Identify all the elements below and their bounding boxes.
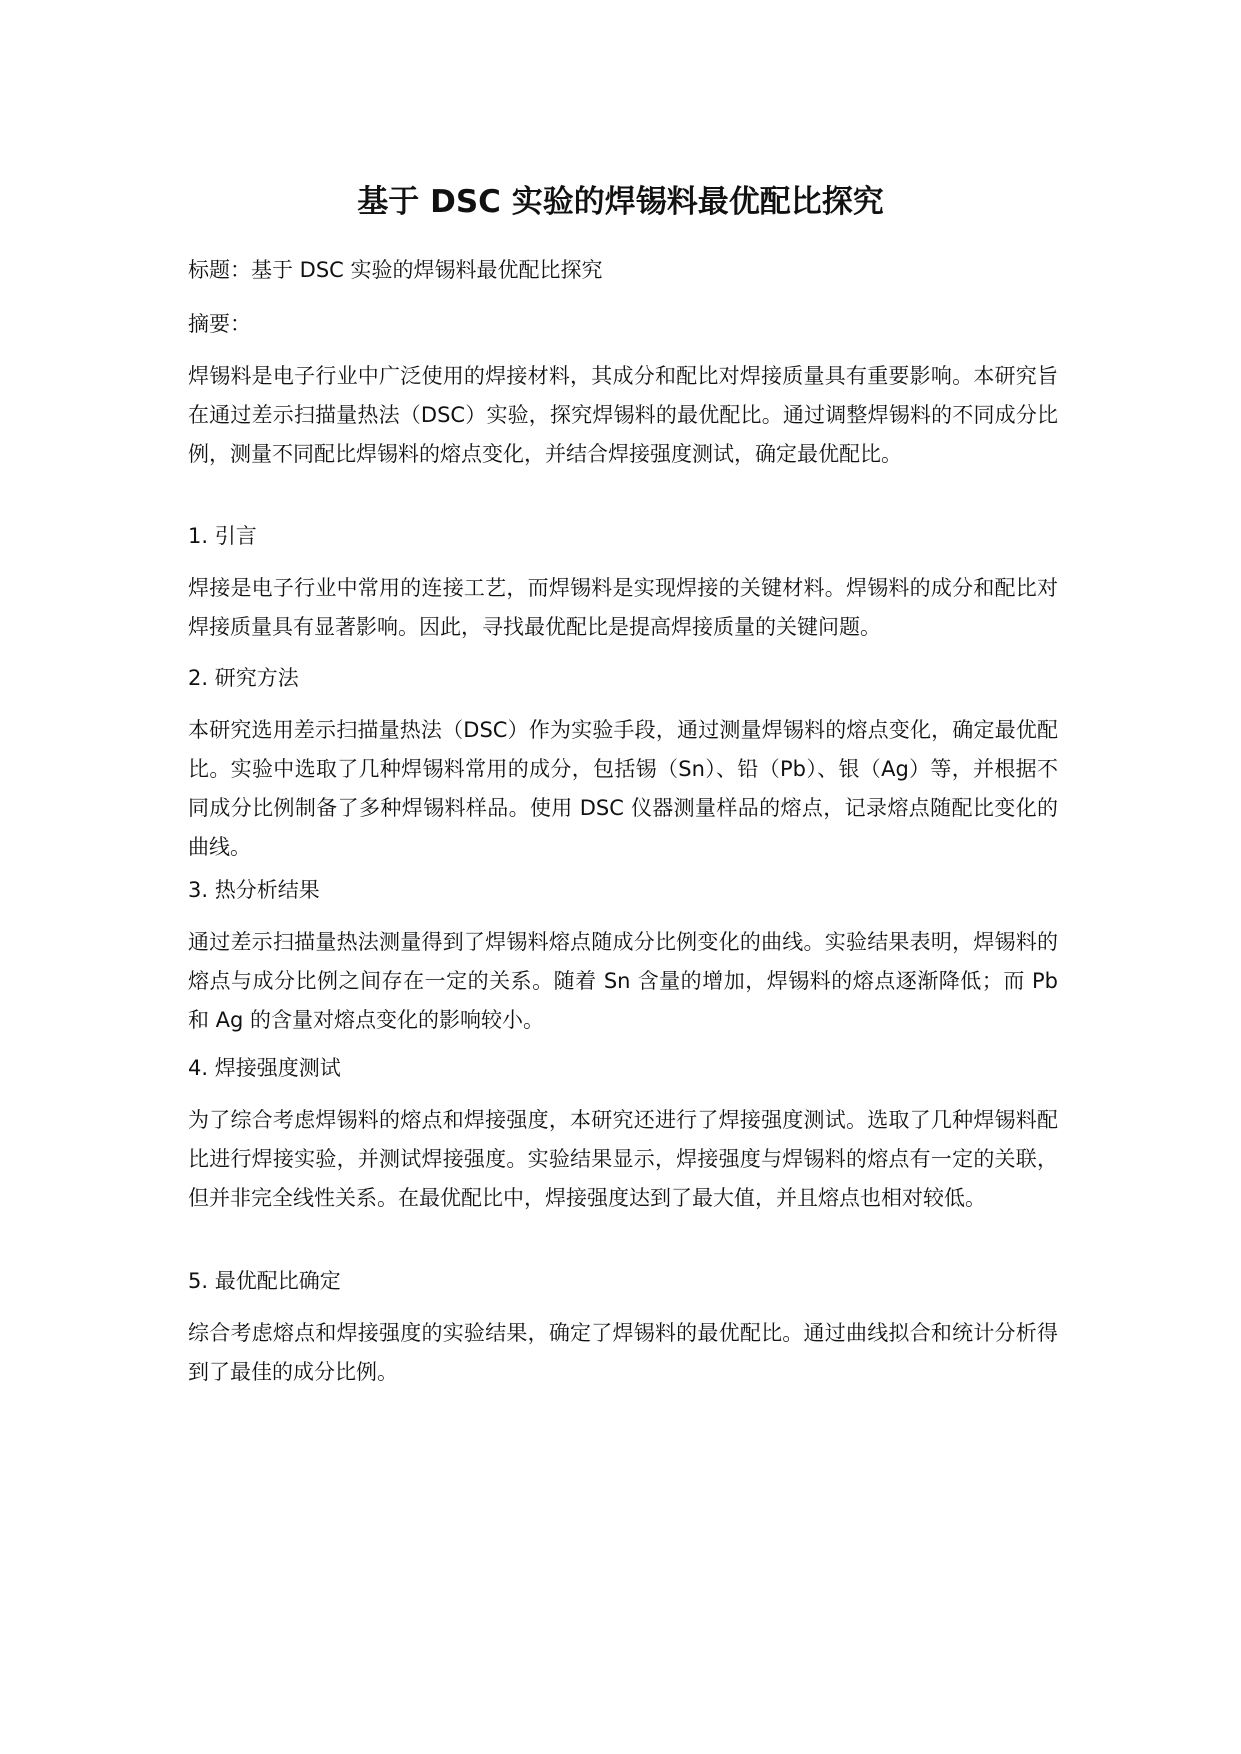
abstract-paragraph: 焊锡料是电子行业中广泛使用的焊接材料，其成分和配比对焊接质量具有重要影响。本研究旨在通过差示扫描量热法（DSC）实验，探究焊锡料的最优配比。通过调整焊锡料的不同成分比例，测量不同配比焊锡料的熔点变化，并结合焊接强度测试，确定最优配比。 xyxy=(188,364,1058,466)
section-heading-intro: 1. 引言 xyxy=(188,524,257,548)
section-heading-method: 2. 研究方法 xyxy=(188,666,299,690)
section-paragraph-method: 本研究选用差示扫描量热法（DSC）作为实验手段，通过测量焊锡料的熔点变化，确定最优配比。实验中选取了几种焊锡料常用的成分，包括锡（Sn）、铅（Pb）、银（Ag）等，并根据不同成分比例制备了多种焊锡料样品。使用 DSC 仪器测量样品的熔点，记录熔点随配比变化的曲线。 xyxy=(188,718,1058,859)
section-heading-optimal: 5. 最优配比确定 xyxy=(188,1269,341,1293)
section-paragraph-thermal: 通过差示扫描量热法测量得到了焊锡料熔点随成分比例变化的曲线。实验结果表明，焊锡料的熔点与成分比例之间存在一定的关系。随着 Sn 含量的增加，焊锡料的熔点逐渐降低；而 Pb 和 Ag 的含量对熔点变化的影响较小。 xyxy=(188,930,1058,1032)
section-paragraph-optimal: 综合考虑熔点和焊接强度的实验结果，确定了焊锡料的最优配比。通过曲线拟合和统计分析得到了最佳的成分比例。 xyxy=(188,1321,1058,1384)
section-paragraph-strength: 为了综合考虑焊锡料的熔点和焊接强度，本研究还进行了焊接强度测试。选取了几种焊锡料配比进行焊接实验，并测试焊接强度。实验结果显示，焊接强度与焊锡料的熔点有一定的关联，但并非完全线性关系。在最优配比中，焊接强度达到了最大值，并且熔点也相对较低。 xyxy=(188,1108,1058,1210)
abstract-label: 摘要： xyxy=(188,312,251,336)
section-paragraph-intro: 焊接是电子行业中常用的连接工艺，而焊锡料是实现焊接的关键材料。焊锡料的成分和配比对焊接质量具有显著影响。因此，寻找最优配比是提高焊接质量的关键问题。 xyxy=(188,576,1058,639)
section-heading-strength: 4. 焊接强度测试 xyxy=(188,1056,341,1080)
document-title: 基于 DSC 实验的焊锡料最优配比探究 xyxy=(357,184,884,220)
section-heading-thermal: 3. 热分析结果 xyxy=(188,878,320,902)
subject-line: 标题：基于 DSC 实验的焊锡料最优配比探究 xyxy=(188,258,603,282)
